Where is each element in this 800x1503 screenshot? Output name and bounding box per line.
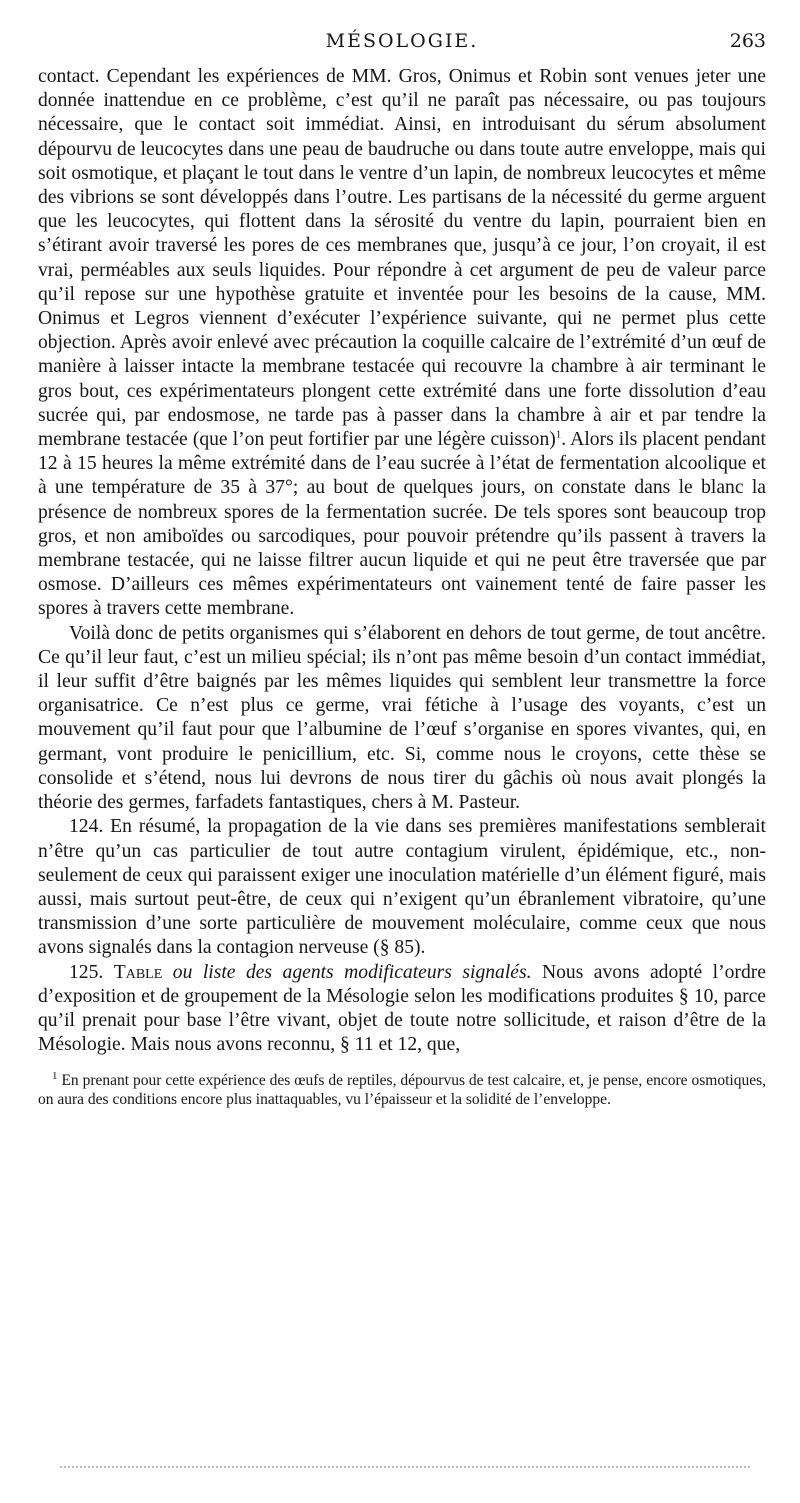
- running-title: MÉSOLOGIE.: [325, 30, 479, 52]
- footnote-marker: 1: [52, 1070, 58, 1083]
- paragraph-125: [38, 961, 766, 1058]
- footnote-reference: 1: [555, 428, 562, 441]
- paragraph-1-continuation: . Alors ils placent pendant 12 à 15 heures la même extrémité dans de l’eau sucrée à l’état de fermentation alcoolique et à une température de 35 à 37°; au bout de quelques jours, on constate dans le blanc la présence de nombreux spores de la fermentation sucrée. De tels spores sont beaucoup trop gros, et non amiboïdes ou sarcodiques, pour pouvoir prétendre qu’ils passent à travers la membrane testacée, qui ne laisse filtrer aucun liquide et qui ne peut être traversée que par osmose. D’ailleurs ces mêmes expérimentateurs ont vainement tenté de faire passer les spores à travers cette membrane.: [38, 429, 767, 620]
- page-number: 263: [729, 30, 766, 52]
- paragraph-125-text: Nous avons adopté l’ordre d’exposition et de groupement de la Mésologie selon les modifications produites § 10, parce qu’il prenait pour base l’être vivant, objet de toute notre sollicitude, et raison d’être de la Mésologie. Mais nous avons reconnu, § 11 et 12, que,: [38, 961, 766, 1056]
- running-head: [38, 30, 766, 54]
- section-table-word: Table: [113, 961, 163, 983]
- section-number: 125.: [69, 961, 104, 983]
- section-heading-italic: ou liste des agents modificateurs signalés.: [172, 961, 532, 983]
- paragraph-1-text: contact. Cependant les expériences de MM. Gros, Onimus et Robin sont venues jeter une donnée inattendue en ce problème, c’est qu’il ne paraît pas nécessaire, ou pas toujours nécessaire, que le contact soit immédiat. Ainsi, en introduisant du sérum absolument dépourvu de leucocytes dans une peau de baudruche ou dans toute autre enveloppe, mais qui soit osmotique, et plaçant le tout dans le ventre d’un lapin, de nombreux leucocytes et même des vibrions se sont développés dans l’outre. Les partisans de la nécessité du germe arguent que les leucocytes, qui flottent dans la sérosité du ventre du lapin, pourraient bien en s’étirant avoir traversé les pores de ces membranes que, jusqu’à ce jour, l’on croyait, il est vrai, perméables aux seuls liquides. Pour répondre à cet argument de peu de valeur parce qu’il repose sur une hypothèse gratuite et inventée pour les besoins de la cause, MM. Onimus et Legros viennent d’exécuter l’expérience suivante, qui ne permet plus cette objection. Après avoir enlevé avec précaution la coquille calcaire de l’extrémité d’un œuf de manière à laisser intacte la membrane testacée qui recouvre la chambre à air terminant le gros bout, ces expérimentateurs plongent cette extrémité dans une forte dissolution d’eau sucrée qui, par endosmose, ne tarde pas à passer dans la chambre à air et par tendre la membrane testacée (que l’on peut fortifier par une légère cuisson): [38, 66, 766, 451]
- paragraph-1: [38, 65, 766, 622]
- footnote: [38, 1071, 766, 1109]
- paragraph-2: Voilà donc de petits organismes qui s’élaborent en dehors de tout germe, de tout ancêtre. Ce qu’il leur faut, c’est un milieu spécial; ils n’ont pas même besoin d’un contact immédiat, il leur suffit d’être baignés par les mêmes liquides qui semblent leur transmettre la force organisatrice. Ce n’est plus ce germe, vrai fétiche à l’usage des voyants, c’est un mouvement qu’il faut pour que l’albumine de l’œuf s’organise en spores vivantes, qui, en germant, vont produire le penicillium, etc. Si, comme nous le croyons, cette thèse se consolide et s’étend, nous lui devrons de nous tirer du gâchis où nous avait plongés la théorie des germes, farfadets fantastiques, chers à M. Pasteur.: [38, 622, 766, 814]
- footnote-text: [38, 1071, 766, 1109]
- book-page: [38, 30, 766, 1109]
- bottom-dotted-rule: [60, 1466, 750, 1468]
- paragraph-124: 124. En résumé, la propagation de la vie dans ses premières manifestations semblerait n’être qu’un cas particulier de tout autre contagium virulent, épidémique, etc., non-seulement de ceux qui paraissent exiger une inoculation matérielle d’un élément figuré, mais aussi, mais surtout peut-être, de ceux qui n’exigent qu’un ébranlement vibratoire, qu’une transmission d’une sorte particulière de mouvement moléculaire, comme ceux que nous avons signalés dans la contagion nerveuse (§ 85).: [38, 816, 766, 959]
- body-text: [38, 65, 766, 1057]
- footnote-body: En prenant pour cette expérience des œufs de reptiles, dépourvus de test calcaire, et, je pense, encore osmotiques, on aura des conditions encore plus inattaquables, vu l’épaisseur et la solidité de l’enveloppe.: [38, 1072, 766, 1109]
